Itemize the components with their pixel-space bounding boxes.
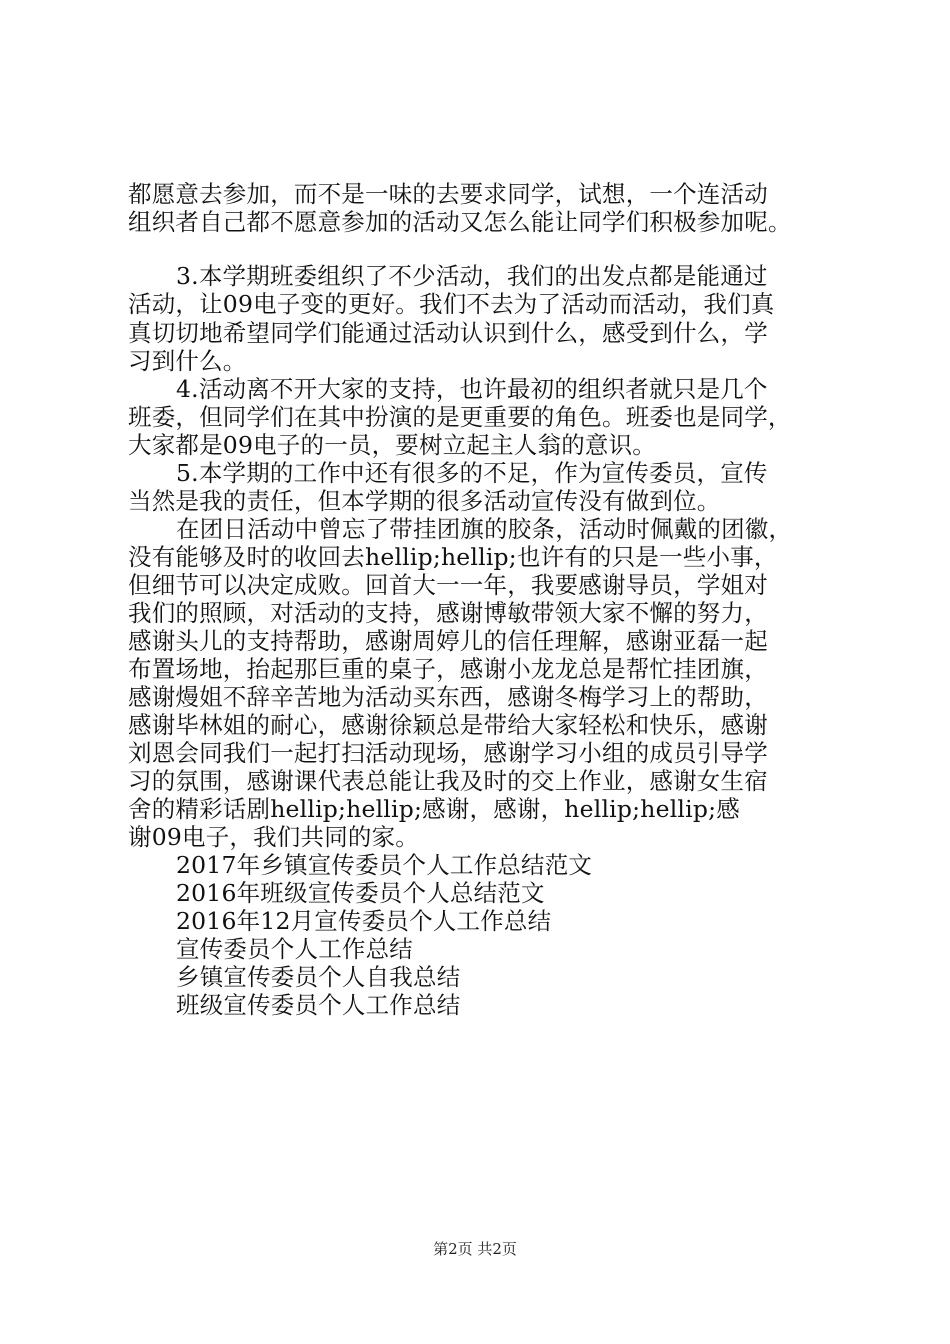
paragraph-thanks-start: 在团日活动中曾忘了带挂团旗的胶条，活动时佩戴的团徽， [176, 515, 793, 543]
paragraph-3-start: 3.本学期班委组织了不少活动，我们的出发点都是能通过 [176, 262, 768, 290]
body-text-line: 刘恩会同我们一起打扫活动现场，感谢学习小组的成员引导学 [128, 739, 768, 767]
body-text-line: 班委，但同学们在其中扮演的是更重要的角色。班委也是同学， [128, 403, 792, 431]
body-text-line: 没有能够及时的收回去hellip;hellip;也许有的只是一些小事， [128, 543, 778, 571]
related-title-link[interactable]: 宣传委员个人工作总结 [176, 935, 413, 963]
related-title-link[interactable]: 乡镇宣传委员个人自我总结 [176, 963, 461, 991]
body-text-line: 但细节可以决定成败。回首大一一年，我要感谢导员，学姐对 [128, 571, 768, 599]
body-text-line: 谢09电子，我们共同的家。 [128, 823, 420, 851]
related-title-link[interactable]: 班级宣传委员个人工作总结 [176, 991, 461, 1019]
related-title-link[interactable]: 2016年12月宣传委员个人工作总结 [176, 907, 552, 935]
body-text-line: 感谢毕林姐的耐心，感谢徐颖总是带给大家轻松和快乐，感谢 [128, 711, 768, 739]
body-text-line: 习的氛围，感谢课代表总能让我及时的交上作业，感谢女生宿 [128, 767, 768, 795]
body-text-line: 我们的照顾，对活动的支持，感谢博敏带领大家不懈的努力， [128, 599, 768, 627]
body-text-line: 感谢熳姐不辞辛苦地为活动买东西，感谢冬梅学习上的帮助， [128, 683, 768, 711]
body-text-line: 都愿意去参加，而不是一味的去要求同学，试想，一个连活动 [128, 180, 768, 208]
body-text-line: 组织者自己都不愿意参加的活动又怎么能让同学们积极参加呢。 [128, 208, 792, 236]
body-text-line: 舍的精彩话剧hellip;hellip;感谢，感谢，hellip;hellip;感 [128, 795, 740, 823]
page-number-footer: 第2页 共2页 [433, 1240, 517, 1258]
paragraph-5-start: 5.本学期的工作中还有很多的不足，作为宣传委员，宣传 [176, 459, 768, 487]
body-text-line: 活动，让09电子变的更好。我们不去为了活动而活动，我们真 [128, 290, 775, 318]
related-title-link[interactable]: 2016年班级宣传委员个人总结范文 [176, 879, 545, 907]
body-text-line: 真切切地希望同学们能通过活动认识到什么，感受到什么，学 [128, 319, 768, 347]
body-text-line: 习到什么。 [128, 347, 247, 375]
body-text-line: 当然是我的责任，但本学期的很多活动宣传没有做到位。 [128, 487, 721, 515]
body-text-line: 感谢头儿的支持帮助，感谢周婷儿的信任理解，感谢亚磊一起 [128, 627, 768, 655]
paragraph-4-start: 4.活动离不开大家的支持，也许最初的组织者就只是几个 [176, 375, 768, 403]
related-title-link[interactable]: 2017年乡镇宣传委员个人工作总结范文 [176, 851, 593, 879]
body-text-line: 布置场地，抬起那巨重的桌子，感谢小龙龙总是帮忙挂团旗， [128, 655, 768, 683]
body-text-line: 大家都是09电子的一员，要树立起主人翁的意识。 [128, 431, 657, 459]
